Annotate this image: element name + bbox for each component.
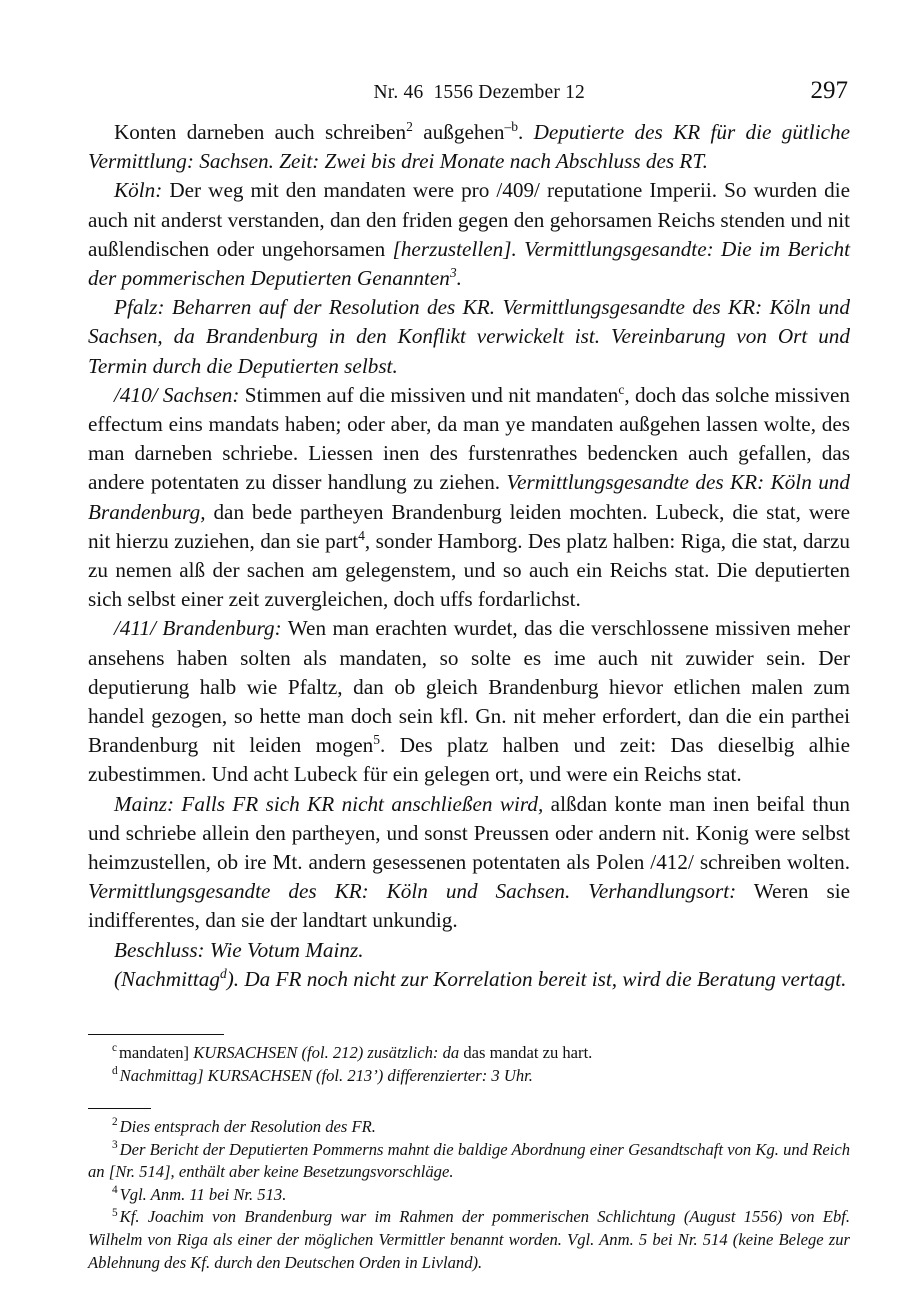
roman-run: . Des platz halben und zeit: Das dieselbig alhie zubestimmen. Und acht Lubeck für ein gelegen ort, und were ein Reichs stat. <box>88 733 850 787</box>
roman-run: Stimmen auf die missiven und nit mandaten <box>239 382 619 407</box>
footnote-marker: 5 <box>112 1206 118 1219</box>
footnote-c <box>88 1042 850 1065</box>
roman-run: Konten darneben auch schreiben <box>114 120 407 144</box>
footnote-reference-marker: –b <box>504 118 518 134</box>
footnote-marker: d <box>112 1065 118 1078</box>
apparatus-numbers <box>88 1108 850 1274</box>
body-text <box>88 118 850 994</box>
apparatus-numbers-rule <box>88 1108 151 1109</box>
roman-run: . <box>517 120 534 144</box>
italic-run: Kf. Joachim von Brandenburg war im Rahmen der pommerischen Schlichtung (August 1556) von Ebf. Wilhelm von Riga als einer der möglichen Vermittler benannt worden. Vgl. Anm. 5 bei Nr. 514 (keine Belege zur Ablehnung des Kf. durch den Deutschen Orden in Livland). <box>88 1207 850 1272</box>
footnote-reference-marker: 2 <box>406 118 413 134</box>
page-number: 297 <box>810 77 848 104</box>
roman-run: Weren sie indifferentes, dan sie der landtart unkundig. <box>88 879 850 933</box>
apparatus-numbers-notes <box>88 1116 850 1274</box>
para-sachsen <box>88 381 850 615</box>
italic-run: [herzustellen]. Vermittlungsgesandte: Die im Bericht der pommerischen Deputierten Genannten <box>88 236 850 291</box>
footnote-reference-marker: c <box>618 381 625 397</box>
italic-run: Pfalz: Beharren auf der Resolution des KR. Vermittlungsgesandte des KR: Köln und Sachsen, da Brandenburg in den Konflikt verwickelt ist. Vereinbarung von Ort und Termin durch die Deputierten selbst. <box>88 295 850 378</box>
italic-run: ). Da FR noch nicht zur Korrelation bereit ist, wird die Beratung vertagt. <box>226 966 847 991</box>
italic-run: Deputierte des KR für die gütliche Vermittlung: Sachsen. Zeit: Zwei bis drei Monate nach Abschluss des RT. <box>88 120 850 174</box>
para-pfalz <box>88 293 850 381</box>
running-head-document-number: Nr. 46 <box>373 82 424 103</box>
footnote-2 <box>88 1116 850 1139</box>
running-head-title <box>88 82 811 104</box>
apparatus-letters <box>88 1034 850 1087</box>
italic-run: Dies entsprach der Resolution des FR. <box>119 1117 376 1136</box>
italic-run: Beschluss: Wie Votum Mainz. <box>114 937 364 962</box>
footnote-reference-marker: d <box>219 965 227 981</box>
para-beschluss <box>88 936 850 965</box>
footnote-marker: 2 <box>112 1116 118 1129</box>
para-brandenburg <box>88 614 850 789</box>
roman-run: alßdan konte man inen beifal thun und schriebe allein den partheyen, und sonst Preussen oder andern nit. Konig were selbst heimzustellen, ob ire Mt. andern gesessenen potentaten als Polen /412/ schreiben wolten. <box>88 791 850 875</box>
roman-run: mandaten] <box>119 1043 194 1062</box>
italic-run: Nachmittag] KURSACHSEN (fol. 213’) differenzierter: 3 Uhr. <box>119 1065 533 1085</box>
italic-run: Der Bericht der Deputierten Pommerns mahnt die baldige Abordnung einer Gesandtschaft von Kg. und Reich an [Nr. 514], enthält aber keine Besetzungsvorschläge. <box>88 1139 850 1182</box>
footnote-5 <box>88 1206 850 1274</box>
roman-run: das mandat zu hart. <box>459 1043 593 1062</box>
footnote-reference-marker: 5 <box>373 732 381 748</box>
para-konten <box>88 118 850 176</box>
italic-run: /411/ Brandenburg: <box>114 616 282 641</box>
apparatus-letters-notes <box>88 1042 850 1087</box>
footnote-marker: 3 <box>112 1139 118 1152</box>
roman-run: Wen man erachten wurdet, das die verschlossene missiven meher ansehens haben solten als mandaten, so solte es ime auch nit zuwider sein. Der deputierung halb wie Pfaltz, dan ob gleich Brandenburg hievor etlichen malen zum handel gezogen, so hette man doch sein kfl. Gn. nit meher erfordert, dan die ein parthei Brandenburg nit leiden mogen <box>88 616 850 758</box>
italic-run: /410/ Sachsen: <box>114 382 240 407</box>
apparatus-letters-rule <box>88 1034 224 1035</box>
running-head-date: 1556 Dezember 12 <box>433 82 586 103</box>
italic-run: Vermittlungsgesandte des KR: Köln und Brandenburg, <box>88 470 850 524</box>
footnote-d <box>88 1065 850 1088</box>
running-head <box>88 78 848 104</box>
italic-run: (Nachmittag <box>114 966 220 991</box>
italic-run: Mainz: Falls FR sich KR nicht anschließen wird, <box>114 791 544 816</box>
footnote-4 <box>88 1184 850 1207</box>
italic-run: KURSACHSEN (fol. 212) zusätzlich: da <box>193 1043 460 1062</box>
footnote-marker: 4 <box>112 1184 118 1197</box>
para-nachmittag <box>88 965 850 994</box>
italic-run: . <box>456 266 462 291</box>
roman-run: Der weg mit den mandaten were pro /409/ reputatione Imperii. So wurden die auch nit anderst verstanden, dan den friden gegen den gehorsamen Reichs stenden und nit außlendischen oder ungehorsamen <box>88 178 850 261</box>
italic-run: Vgl. Anm. 11 bei Nr. 513. <box>119 1184 287 1204</box>
footnote-marker: c <box>112 1042 118 1055</box>
italic-run: Köln: <box>114 178 163 203</box>
para-koeln <box>88 176 850 293</box>
roman-run: , sonder Hamborg. Des platz halben: Riga, die stat, darzu zu nemen alß der sachen am gelegenstem, und so auch ein Reichs stat. Die deputierten sich selbst einer zeit zuvergleichen, doch uffs fordarlichst. <box>88 528 850 612</box>
footnote-reference-marker: 3 <box>449 264 457 280</box>
roman-run: , doch das solche missiven effectum eins mandats haben; oder aber, da man ye mandaten außgehen lassen wolte, des man darneben schriebe. Liessen inen des furstenrathes bedencken auch gefallen, das andere potentaten zu disser handlung zu ziehen. <box>88 382 850 495</box>
roman-run: außgehen <box>412 120 505 144</box>
roman-run: dan bede partheyen Brandenburg leiden mochten. Lubeck, die stat, were nit hierzu zuziehen, dan sie part <box>88 499 850 553</box>
para-mainz <box>88 790 850 936</box>
footnote-reference-marker: 4 <box>358 527 365 543</box>
footnote-3 <box>88 1139 850 1184</box>
italic-run: Vermittlungsgesandte des KR: Köln und Sachsen. Verhandlungsort: <box>88 879 737 904</box>
